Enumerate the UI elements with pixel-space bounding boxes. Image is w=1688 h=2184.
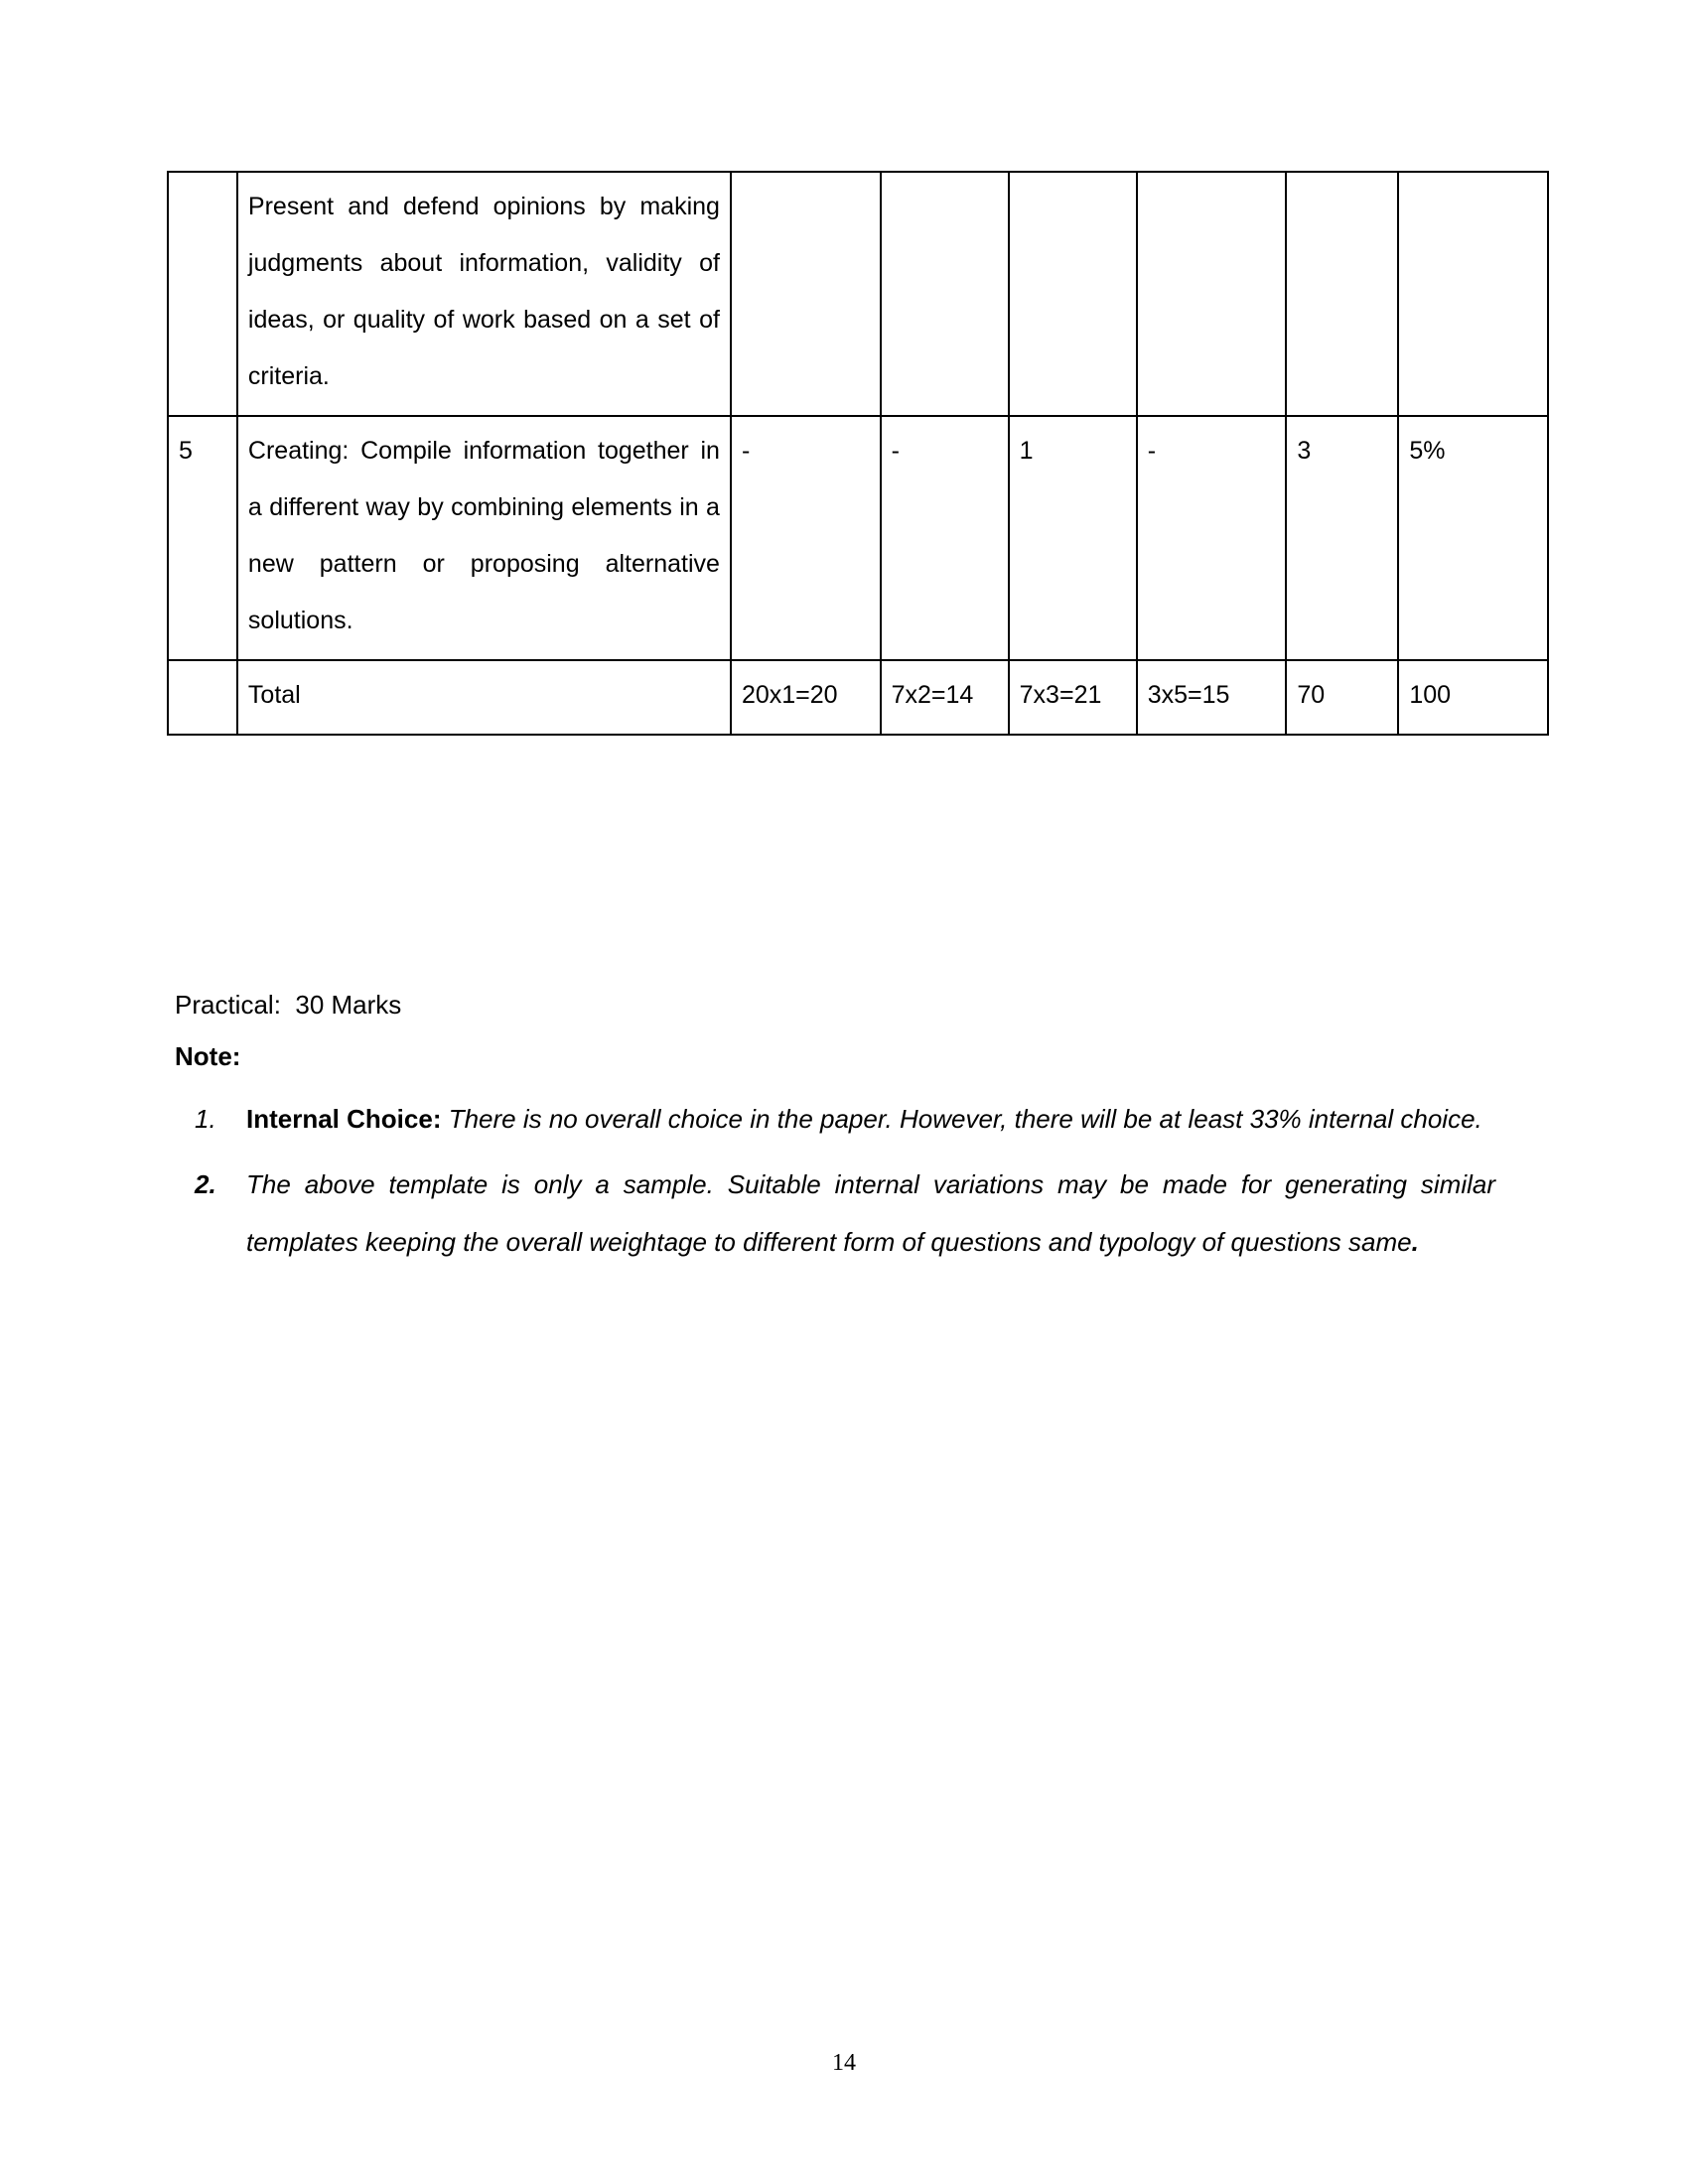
row-value-very-short: -	[881, 416, 1009, 660]
row-value-short	[1009, 172, 1137, 416]
row-serial-number	[168, 172, 237, 416]
list-item	[175, 1156, 1495, 1271]
list-item	[175, 1090, 1495, 1148]
row-value-long: -	[1137, 416, 1287, 660]
total-value-very-short: 7x2=14	[881, 660, 1009, 735]
row-value-total-marks	[1286, 172, 1398, 416]
row-value-long	[1137, 172, 1287, 416]
row-value-percentage	[1398, 172, 1548, 416]
list-item-strong: Internal Choice:	[246, 1104, 442, 1134]
list-item-body: The above template is only a sample. Suitable internal variations may be made for generating similar templates keeping the overall weightage to different form of questions and typology of questions same	[246, 1169, 1495, 1257]
row-value-total-marks: 3	[1286, 416, 1398, 660]
total-value-short: 7x3=21	[1009, 660, 1137, 735]
typology-specification-table	[167, 171, 1549, 736]
total-value-total-marks: 70	[1286, 660, 1398, 735]
list-item-body: There is no overall choice in the paper. However, there will be at least 33% internal choice.	[441, 1104, 1482, 1134]
row-value-short: 1	[1009, 416, 1137, 660]
row-label-total: Total	[237, 660, 731, 735]
row-serial-number	[168, 660, 237, 735]
row-value-percentage: 5%	[1398, 416, 1548, 660]
row-description: Creating: Compile information together in a different way by combining elements in a new pattern or proposing alternative solutions.	[237, 416, 731, 660]
total-value-percentage: 100	[1398, 660, 1548, 735]
page-number: 14	[832, 2050, 856, 2076]
row-value-very-short	[881, 172, 1009, 416]
row-serial-number: 5	[168, 416, 237, 660]
list-item-marker: 2.	[195, 1169, 216, 1199]
list-item-tail: .	[1411, 1227, 1419, 1257]
practical-marks-line: Practical: 30 Marks	[175, 990, 402, 1020]
total-value-long: 3x5=15	[1137, 660, 1287, 735]
table-row	[168, 172, 1548, 416]
note-list	[175, 1090, 1495, 1279]
note-heading: Note:	[175, 1041, 241, 1071]
row-value-objective	[731, 172, 881, 416]
list-item-marker: 1.	[195, 1104, 216, 1134]
total-value-objective: 20x1=20	[731, 660, 881, 735]
row-value-objective: -	[731, 416, 881, 660]
row-description: Present and defend opinions by making judgments about information, validity of ideas, or quality of work based on a set of criteria.	[237, 172, 731, 416]
table-row-total	[168, 660, 1548, 735]
table-row	[168, 416, 1548, 660]
